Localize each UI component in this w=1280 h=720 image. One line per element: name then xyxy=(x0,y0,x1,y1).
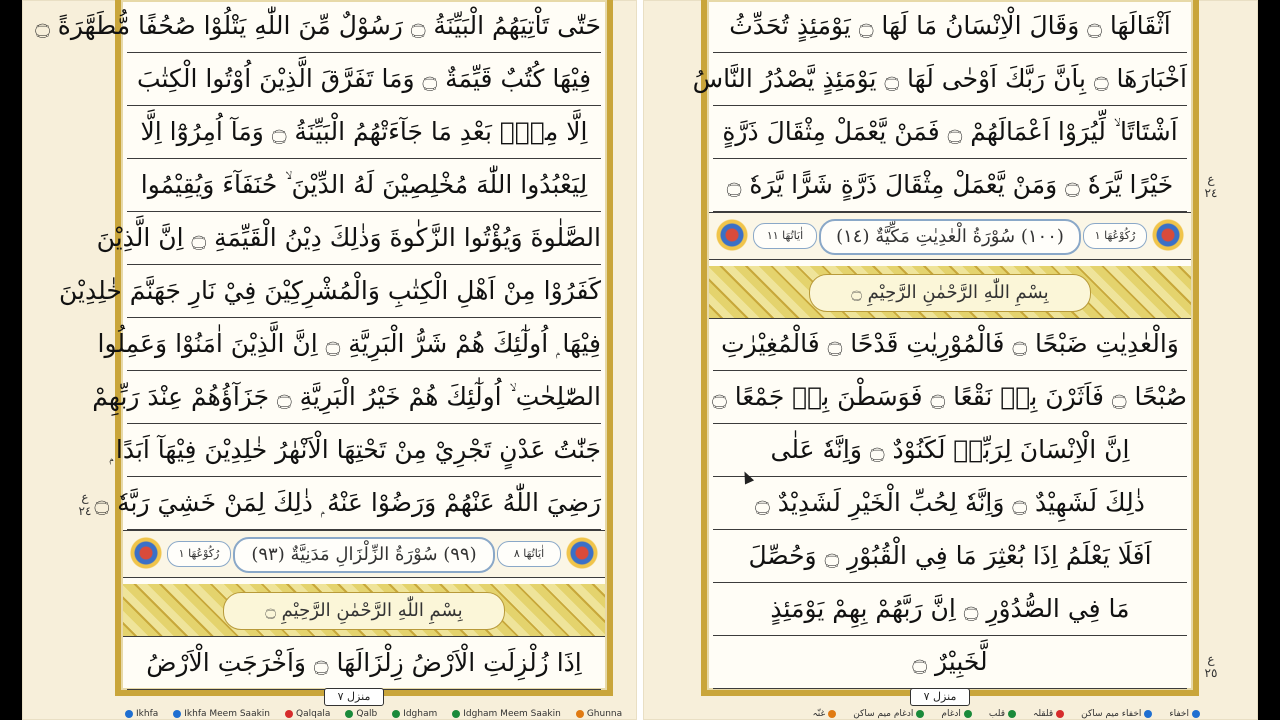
ruku-marker: ع ٢٤ xyxy=(78,490,92,518)
verse-line: ذٰلِكَ لَشَهِيْدٌ ۝ وَاِنَّهٗ لِحُبِّ الْخَيْرِ لَشَدِيْدٌ ۝ xyxy=(713,477,1187,530)
verse-line: رَضِيَ اللّٰهُ عَنْهُمْ وَرَضُوْا عَنْهُ ۭ ذٰلِكَ لِمَنْ خَشِيَ رَبَّهٗ ۝ xyxy=(127,477,601,530)
verse-line: اَفَلَا يَعْلَمُ اِذَا بُعْثِرَ مَا فِي الْقُبُوْرِ ۝ وَحُصِّلَ xyxy=(713,530,1187,583)
bismillah-band xyxy=(709,266,1191,319)
legend-item xyxy=(1033,708,1067,720)
ornament-icon xyxy=(715,217,749,253)
bismillah-band xyxy=(123,584,605,637)
right-page xyxy=(643,0,1258,720)
legend-label: ادغام میم ساکن xyxy=(853,709,914,719)
verse-line: لِيَعْبُدُوا اللّٰهَ مُخْلِصِيْنَ لَهُ الدِّيْنَ ۙ حُنَفَآءَ وَيُقِيْمُوا xyxy=(127,159,601,212)
legend-label: Qalqala xyxy=(296,709,331,719)
tajweed-legend xyxy=(703,708,1203,720)
legend-dot-icon xyxy=(1008,710,1016,718)
legend-label: Idgham Meem Saakin xyxy=(463,709,561,719)
ornament-icon xyxy=(129,535,163,571)
legend-dot-icon xyxy=(392,710,400,718)
legend-label: قلب xyxy=(988,709,1006,719)
legend-item xyxy=(449,708,561,720)
legend-dot-icon xyxy=(125,710,133,718)
surah-meta-left: رُكُوْعُهَا ١ xyxy=(167,541,231,567)
legend-dot-icon xyxy=(916,710,924,718)
legend-item xyxy=(342,708,377,720)
legend-label: Ikhfa xyxy=(136,709,159,719)
legend-dot-icon xyxy=(173,710,181,718)
verse-line: اَشْتَاتًا ۙ لِّيُرَوْا اَعْمَالَهُمْ ۝ فَمَنْ يَّعْمَلْ مِثْقَالَ ذَرَّةٍ xyxy=(713,106,1187,159)
legend-item xyxy=(573,708,622,720)
verse-line: وَالْعٰدِيٰتِ ضَبْحًا ۝ فَالْمُوْرِيٰتِ قَدْحًا ۝ فَالْمُغِيْرٰتِ xyxy=(713,318,1187,371)
surah-meta-right: رُكُوْعُهَا ١ xyxy=(1083,223,1147,249)
verse-line: الصَّلٰوةَ وَيُؤْتُوا الزَّكٰوةَ وَذٰلِكَ دِيْنُ الْقَيِّمَةِ ۝ اِنَّ الَّذِيْنَ xyxy=(127,212,601,265)
legend-dot-icon xyxy=(828,710,836,718)
legend-dot-icon xyxy=(1056,710,1064,718)
verse-line: حَتّٰى تَاْتِيَهُمُ الْبَيِّنَةُ ۝ رَسُوْلٌ مِّنَ اللّٰهِ يَتْلُوْا صُحُفًا مُّطَهَّرَةً ۝ xyxy=(127,0,601,53)
verse-line: خَيْرًا يَّرَهٗ ۝ وَمَنْ يَّعْمَلْ مِثْقَالَ ذَرَّةٍ شَرًّا يَّرَهٗ ۝ xyxy=(713,159,1187,212)
legend-dot-icon xyxy=(1192,710,1200,718)
ornament-icon xyxy=(1151,217,1185,253)
surah-meta-right: اٰيَاتُهَا ٨ xyxy=(497,541,561,567)
legend-dot-icon xyxy=(285,710,293,718)
legend-dot-icon xyxy=(345,710,353,718)
verse-line: اِذَا زُلْزِلَتِ الْاَرْضُ زِلْزَالَهَا ۝ وَاَخْرَجَتِ الْاَرْضُ xyxy=(127,637,601,690)
legend-item xyxy=(389,708,437,720)
legend-dot-icon xyxy=(964,710,972,718)
verse-line: اِلَّا مِنْۢ بَعْدِ مَا جَآءَتْهُمُ الْبَيِّنَةُ ۝ وَمَآ اُمِرُوْٓا اِلَّا xyxy=(127,106,601,159)
legend-label: Qalb xyxy=(356,709,378,719)
legend-dot-icon xyxy=(576,710,584,718)
legend-label: Idgham xyxy=(403,709,438,719)
legend-label: غنّہ xyxy=(812,709,826,719)
legend-label: اخفاء xyxy=(1169,709,1189,719)
legend-item xyxy=(1169,708,1203,720)
surah-name: (١٠٠) سُوْرَةُ الْعٰدِيٰتِ مَكِّيَّةٌ (١٤) xyxy=(819,219,1081,255)
right-page-frame xyxy=(692,0,1199,696)
surah-name: (٩٩) سُوْرَةُ الزِّلْزَالِ مَدَنِيَّةٌ (٩٣) xyxy=(233,537,495,573)
verse-line: كَفَرُوْا مِنْ اَهْلِ الْكِتٰبِ وَالْمُشْرِكِيْنَ فِيْ نَارِ جَهَنَّمَ خٰلِدِيْنَ xyxy=(127,265,601,318)
legend-dot-icon xyxy=(1144,710,1152,718)
ornament-icon xyxy=(565,535,599,571)
bismillah-text: بِسْمِ اللّٰهِ الرَّحْمٰنِ الرَّحِيْمِ ۝ xyxy=(809,274,1091,312)
verse-line: فِيْهَا ۭ اُولٰٓئِكَ هُمْ شَرُّ الْبَرِيَّةِ ۝ اِنَّ الَّذِيْنَ اٰمَنُوْا وَعَمِلُوا xyxy=(127,318,601,371)
legend-item xyxy=(170,708,270,720)
verse-line: مَا فِي الصُّدُوْرِ ۝ اِنَّ رَبَّهُمْ بِهِمْ يَوْمَئِذٍ xyxy=(713,583,1187,636)
verse-line: صُبْحًا ۝ فَاَثَرْنَ بِهٖ نَقْعًا ۝ فَوَسَطْنَ بِهٖ جَمْعًا ۝ xyxy=(713,371,1187,424)
manzil-tag: منزل ٧ xyxy=(324,688,384,706)
verse-line: اَثْقَالَهَا ۝ وَقَالَ الْاِنْسَانُ مَا لَهَا ۝ يَوْمَئِذٍ تُحَدِّثُ xyxy=(713,0,1187,53)
verse-line: جَنّٰتُ عَدْنٍ تَجْرِيْ مِنْ تَحْتِهَا الْاَنْهٰرُ خٰلِدِيْنَ فِيْهَآ اَبَدًا ۭ xyxy=(127,424,601,477)
right-black-bar xyxy=(1258,0,1280,720)
verse-line: اِنَّ الْاِنْسَانَ لِرَبِّهٖ لَكَنُوْدٌ ۝ وَاِنَّهٗ عَلٰى xyxy=(713,424,1187,477)
legend-label: Ghunna xyxy=(586,709,623,719)
verse-line: اَخْبَارَهَا ۝ بِاَنَّ رَبَّكَ اَوْحٰى لَهَا ۝ يَوْمَئِذٍ يَّصْدُرُ النَّاسُ xyxy=(713,53,1187,106)
surah-header-adiyat xyxy=(709,212,1191,260)
legend-label: قلقلہ xyxy=(1033,709,1054,719)
surah-meta-left: اٰيَاتُهَا ١١ xyxy=(753,223,817,249)
tajweed-legend xyxy=(122,708,623,720)
legend-item xyxy=(989,708,1019,720)
legend-item xyxy=(122,708,158,720)
legend-item xyxy=(1081,708,1155,720)
legend-item xyxy=(941,708,975,720)
ruku-marker: ع ٢٤ xyxy=(1204,172,1218,200)
manzil-tag: منزل ٧ xyxy=(910,688,970,706)
legend-item xyxy=(853,708,927,720)
left-black-bar xyxy=(0,0,22,720)
legend-label: Ikhfa Meem Saakin xyxy=(184,709,271,719)
verse-line: الصّٰلِحٰتِ ۙ اُولٰٓئِكَ هُمْ خَيْرُ الْبَرِيَّةِ ۝ جَزَآؤُهُمْ عِنْدَ رَبِّهِمْ xyxy=(127,371,601,424)
legend-label: اخفاء میم ساکن xyxy=(1081,709,1142,719)
ruku-marker: ع ٢٥ xyxy=(1204,652,1218,680)
bismillah-text: بِسْمِ اللّٰهِ الرَّحْمٰنِ الرَّحِيْمِ ۝ xyxy=(223,592,505,630)
verse-line: فِيْهَا كُتُبٌ قَيِّمَةٌ ۝ وَمَا تَفَرَّقَ الَّذِيْنَ اُوْتُوا الْكِتٰبَ xyxy=(127,53,601,106)
legend-label: ادغام xyxy=(941,709,961,719)
verse-line: لَّخَبِيْرٌ ۝ xyxy=(713,636,1187,689)
left-page xyxy=(22,0,637,720)
surah-header-zalzalah xyxy=(123,530,605,578)
legend-dot-icon xyxy=(452,710,460,718)
legend-item xyxy=(812,708,839,720)
legend-item xyxy=(282,708,330,720)
